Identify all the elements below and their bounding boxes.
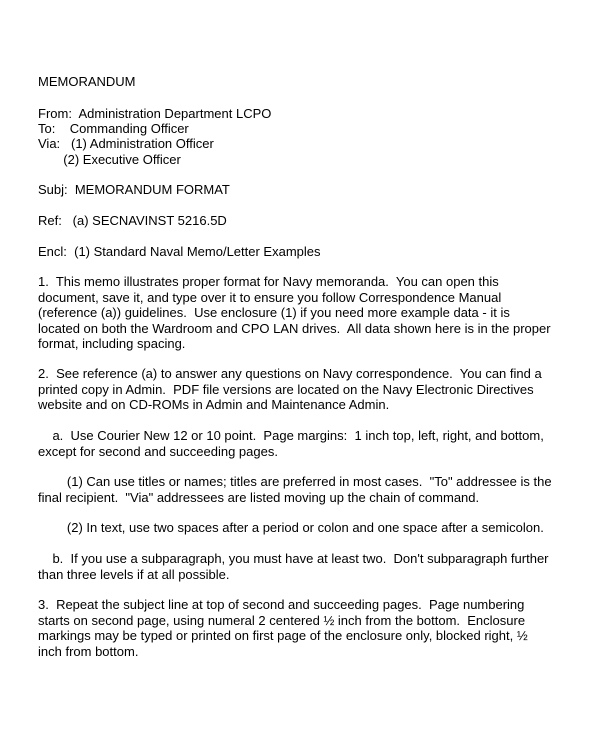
memo-heading: MEMORANDUM bbox=[38, 74, 136, 89]
paragraph-3: 3. Repeat the subject line at top of second and succeeding pages. Page numbering starts on second page, using numeral 2 centered ½ inch from the bottom. Enclosure markings may be typed or printed on first page of the enclosure only, blocked right, ½ inch from bottom. bbox=[38, 597, 528, 659]
via-line-1: Via: (1) Administration Officer bbox=[38, 136, 214, 151]
paragraph-2: 2. See reference (a) to answer any questions on Navy correspondence. You can find a printed copy in Admin. PDF file versions are located on the Navy Electronic Directives website and on CD-ROMs in Admin and Maintenance Admin. bbox=[38, 366, 542, 412]
subparagraph-2a1: (1) Can use titles or names; titles are preferred in most cases. "To" addressee is the final recipient. "Via" addressees are listed moving up the chain of command. bbox=[38, 474, 552, 505]
subparagraph-2a2: (2) In text, use two spaces after a period or colon and one space after a semicolon. bbox=[38, 520, 544, 535]
subject-line: Subj: MEMORANDUM FORMAT bbox=[38, 182, 230, 197]
subparagraph-2a: a. Use Courier New 12 or 10 point. Page margins: 1 inch top, left, right, and bottom, except for second and succeeding pages. bbox=[38, 428, 544, 459]
from-line: From: Administration Department LCPO bbox=[38, 106, 272, 121]
reference-line: Ref: (a) SECNAVINST 5216.5D bbox=[38, 213, 227, 228]
to-line: To: Commanding Officer bbox=[38, 121, 189, 136]
paragraph-1: 1. This memo illustrates proper format for Navy memoranda. You can open this document, save it, and type over it to ensure you follow Correspondence Manual (reference (a)) guidelines. Use enclosure (1) if you need more example data - it is located on both the Wardroom and CPO LAN drives. All data shown here is in the proper format, including spacing. bbox=[38, 274, 551, 351]
via-line-2: (2) Executive Officer bbox=[38, 152, 181, 167]
enclosure-line: Encl: (1) Standard Naval Memo/Letter Examples bbox=[38, 244, 321, 259]
subparagraph-2b: b. If you use a subparagraph, you must have at least two. Don't subparagraph further than three levels if at all possible. bbox=[38, 551, 549, 582]
